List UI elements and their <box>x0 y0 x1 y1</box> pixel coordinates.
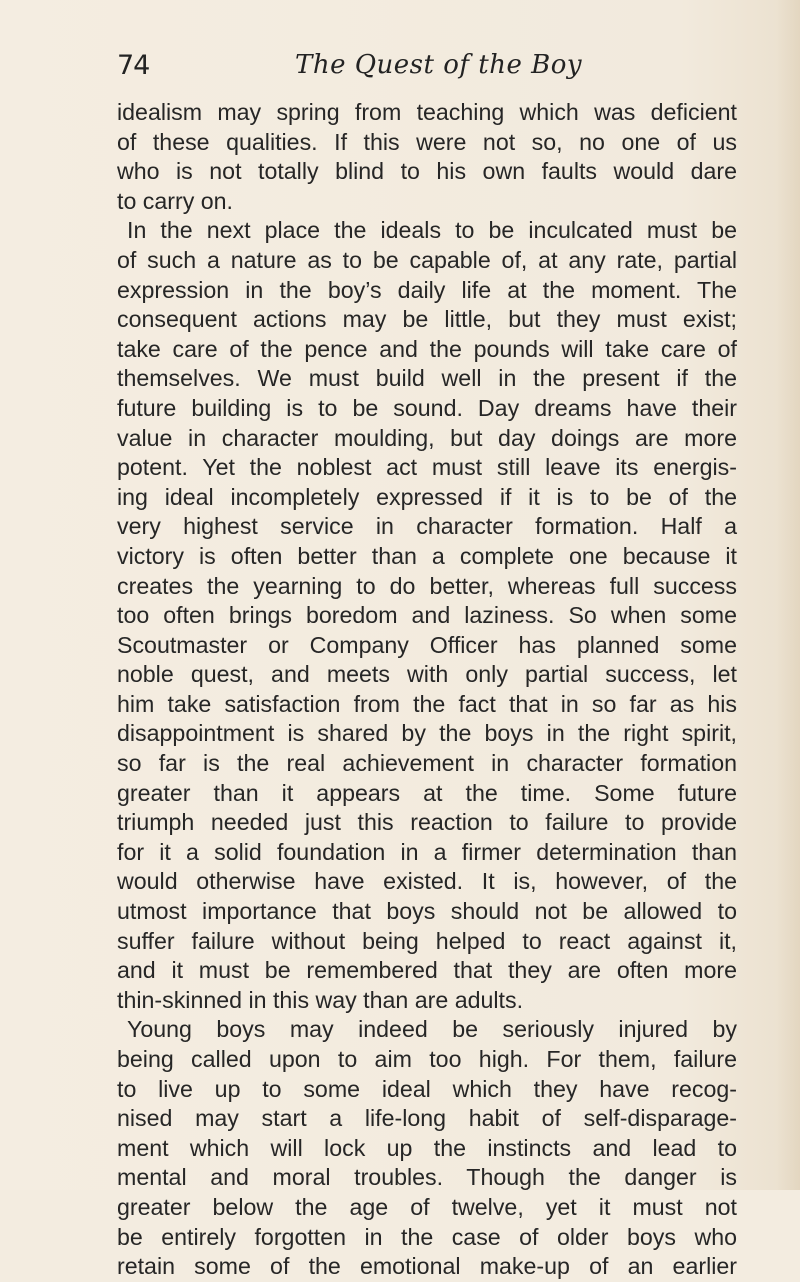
text-line: to live up to some ideal which they have recog- <box>117 1075 737 1102</box>
text-line: ment which will lock up the instincts and lead to <box>117 1134 737 1161</box>
text-line: of these qualities. If this were not so, no one of us <box>117 128 737 155</box>
text-line: who is not totally blind to his own faults would dare <box>117 158 737 185</box>
text-line: suffer failure without being helped to react against it, <box>117 927 737 954</box>
text-line: and it must be remembered that they are often more <box>117 957 737 984</box>
text-line: expression in the boy’s daily life at the moment. The <box>117 276 737 303</box>
paragraph-start-line: Young boys may indeed be seriously injured by <box>127 1016 737 1043</box>
text-line: Scoutmaster or Company Officer has planned some <box>117 631 737 658</box>
text-line: greater below the age of twelve, yet it must not <box>117 1193 737 1220</box>
text-line: retain some of the emotional make-up of an earlier <box>117 1253 737 1280</box>
text-line: too often brings boredom and laziness. So when some <box>117 602 737 629</box>
running-title: The Quest of the Boy <box>295 50 583 80</box>
text-line: creates the yearning to do better, whereas full success <box>117 572 737 599</box>
text-line: potent. Yet the noblest act must still leave its energis- <box>117 454 737 481</box>
text-line: idealism may spring from teaching which was deficient <box>117 99 737 125</box>
text-line: so far is the real achievement in character formation <box>117 750 737 777</box>
text-line: greater than it appears at the time. Some future <box>117 779 737 806</box>
text-line: would otherwise have existed. It is, however, of the <box>117 868 737 895</box>
text-line: value in character moulding, but day doings are more <box>117 424 737 451</box>
text-line: noble quest, and meets with only partial success, let <box>117 661 737 688</box>
text-line: utmost importance that boys should not be allowed to <box>117 898 737 925</box>
text-line: very highest service in character formation. Half a <box>117 513 737 540</box>
text-line: of such a nature as to be capable of, at any rate, partial <box>117 246 737 273</box>
text-line: triumph needed just this reaction to failure to provide <box>117 809 737 836</box>
body-text <box>117 98 737 1282</box>
text-line: ing ideal incompletely expressed if it is to be of the <box>117 483 737 510</box>
text-line: for it a solid foundation in a firmer determination than <box>117 838 737 865</box>
text-line: victory is often better than a complete one because it <box>117 542 737 569</box>
text-line: future building is to be sound. Day dreams have their <box>117 394 737 421</box>
text-line: him take satisfaction from the fact that in so far as his <box>117 690 737 717</box>
page-header <box>117 50 737 94</box>
text-line: themselves. We must build well in the present if the <box>117 365 737 392</box>
text-line: consequent actions may be little, but they must exist; <box>117 306 737 333</box>
text-line: being called upon to aim too high. For them, failure <box>117 1046 737 1072</box>
text-line: mental and moral troubles. Though the danger is <box>117 1164 737 1191</box>
text-line: disappointment is shared by the boys in the right spirit, <box>117 720 737 747</box>
text-line: be entirely forgotten in the case of older boys who <box>117 1223 737 1250</box>
text-line: thin-skinned in this way than are adults. <box>117 986 524 1013</box>
page-number: 74 <box>117 50 150 81</box>
text-line: to carry on. <box>117 187 233 214</box>
text-line: take care of the pence and the pounds will take care of <box>117 335 737 362</box>
text-line: nised may start a life-long habit of self-disparage- <box>117 1105 737 1132</box>
paragraph-start-line: In the next place the ideals to be inculcated must be <box>127 217 737 244</box>
